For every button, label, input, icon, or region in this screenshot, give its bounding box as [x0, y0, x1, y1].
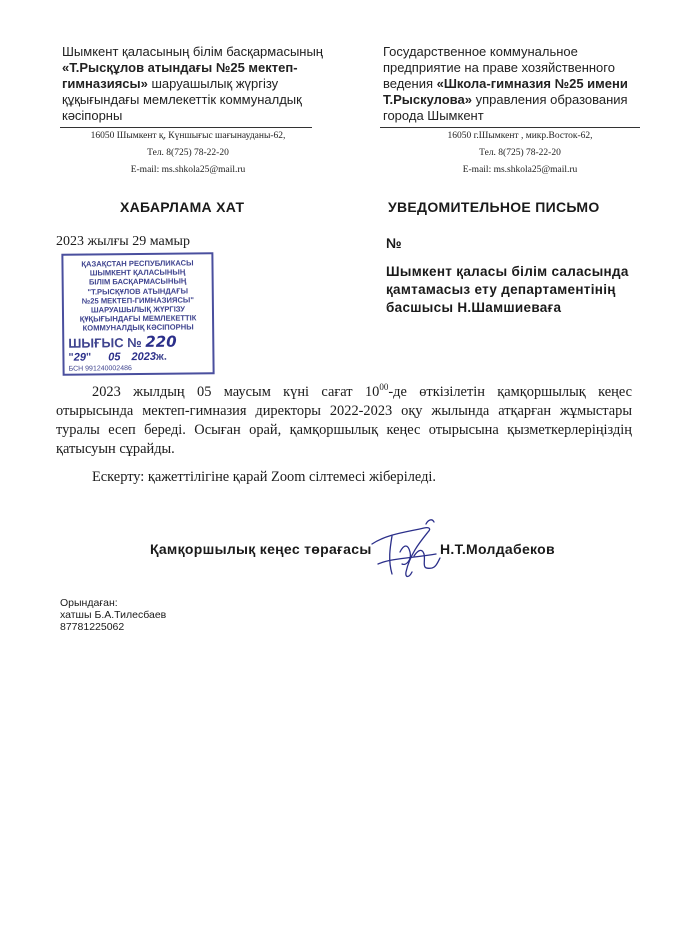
- header-right-rule: [380, 127, 640, 128]
- executor-phone: 87781225062: [60, 621, 125, 633]
- stamp-reg-label: ШЫҒЫС №: [68, 334, 142, 351]
- stamp-line: БІЛІМ БАСҚАРМАСЫНЫҢ: [88, 276, 187, 287]
- phone: Тел. 8(725) 78-22-20: [147, 148, 229, 158]
- stamp-line: №25 МЕКТЕП-ГИМНАЗИЯСЫ": [81, 295, 194, 306]
- header-left-org: [62, 44, 324, 124]
- stamp-reg: [68, 334, 208, 350]
- stamp-bin: БСН 991240002486: [68, 364, 132, 373]
- signature-name: Н.Т.Молдабеков: [440, 541, 555, 557]
- signature-role: Қамқоршылық кеңес төрағасы: [150, 541, 372, 557]
- email: E-mail: ms.shkola25@mail.ru: [462, 165, 578, 175]
- note-paragraph: Ескерту: қажеттілігіне қарай Zoom сілтемесі жіберіледі.: [92, 469, 437, 485]
- handwritten-signature: [362, 514, 444, 584]
- org-line: кәсіпорны: [62, 108, 123, 123]
- executor-block: [60, 597, 166, 633]
- org-line: ведения: [383, 76, 437, 91]
- stamp-line: ҚАЗАҚСТАН РЕСПУБЛИКАСЫ: [81, 258, 194, 269]
- registration-stamp: [61, 252, 214, 376]
- stamp-line: ШАРУАШЫЛЫҚ ЖҮРГІЗУ: [90, 304, 186, 315]
- stamp-date: "29" 05 2023ж.: [68, 350, 167, 364]
- org-school-name-2: Т.Рыскулова»: [383, 92, 472, 107]
- header-right-org: [383, 44, 645, 124]
- stamp-line: ҚҰҚЫҒЫНДАҒЫ МЕМЛЕКЕТТІК: [79, 313, 197, 324]
- stamp-year: 2023: [131, 350, 157, 363]
- org-line: управления образования: [471, 92, 628, 107]
- phone: Тел. 8(725) 78-22-20: [479, 148, 561, 158]
- stamp-reg-number: 220: [145, 332, 177, 351]
- org-school-name: «Школа-гимназия №25 имени: [436, 76, 628, 91]
- org-school-name: «Т.Рысқұлов атындағы №25 мектеп-: [62, 60, 298, 75]
- org-line: предприятие на праве хозяйственного: [383, 60, 615, 75]
- org-line: шаруашылық жүргізу: [147, 76, 279, 91]
- address: 16050 Шымкент қ, Күншығыс шағынауданы-62,: [90, 131, 286, 141]
- addressee: [386, 263, 629, 317]
- org-line: Шымкент қаласының білім басқармасының: [62, 44, 323, 59]
- number-sign: №: [386, 235, 402, 251]
- stamp-day: 29: [73, 351, 86, 364]
- body-paragraph: [56, 378, 632, 459]
- title-kz: ХАБАРЛАМА ХАТ: [120, 199, 245, 215]
- stamp-month: 05: [108, 350, 121, 363]
- stamp-year-suffix: ж.: [155, 350, 167, 363]
- para-time-sup: 00: [379, 382, 389, 392]
- org-school-name-2: гимназиясы»: [62, 76, 148, 91]
- email: E-mail: ms.shkola25@mail.ru: [130, 165, 246, 175]
- executor-name: хатшы Б.А.Тилесбаев: [60, 609, 167, 621]
- stamp-line: "Т.РЫСҚҰЛОВ АТЫНДАҒЫ: [87, 286, 189, 297]
- para-text-b: -де өткізілетін қамқоршылық кеңес отырысында мектеп-гимназия директоры 2022-2023 оқу жылында атқарған жұмыстары туралы есеп береді. Осыған орай, қамқоршылық кеңес отырысына қызметкерлеріңіздің қатысуын сұрайды.: [56, 383, 632, 457]
- addressee-line: қамтамасыз ету департаментінің: [386, 282, 616, 297]
- org-line: Государственное коммунальное: [383, 44, 578, 59]
- letter-date: 2023 жылғы 29 мамыр: [56, 234, 190, 249]
- title-ru: УВЕДОМИТЕЛЬНОЕ ПИСЬМО: [388, 199, 600, 215]
- addressee-line: басшысы Н.Шамшиеваға: [386, 300, 562, 315]
- stamp-line: КОММУНАЛДЫҚ КӘСІПОРНЫ: [82, 322, 194, 334]
- org-line: города Шымкент: [383, 108, 484, 123]
- right-contacts: [420, 130, 620, 177]
- left-contacts: [80, 130, 296, 177]
- address: 16050 г.Шымкент , микр.Восток-62,: [447, 131, 593, 141]
- executor-label: Орындаған:: [60, 597, 118, 609]
- org-line: құқығындағы мемлекеттік коммуналдық: [62, 92, 302, 107]
- addressee-line: Шымкент қаласы білім саласында: [386, 264, 629, 279]
- para-text-a: 2023 жылдың 05 маусым күні сағат 10: [92, 383, 380, 400]
- stamp-line: ШЫМКЕНТ ҚАЛАСЫНЫҢ: [89, 267, 186, 278]
- header-left-rule: [60, 127, 312, 128]
